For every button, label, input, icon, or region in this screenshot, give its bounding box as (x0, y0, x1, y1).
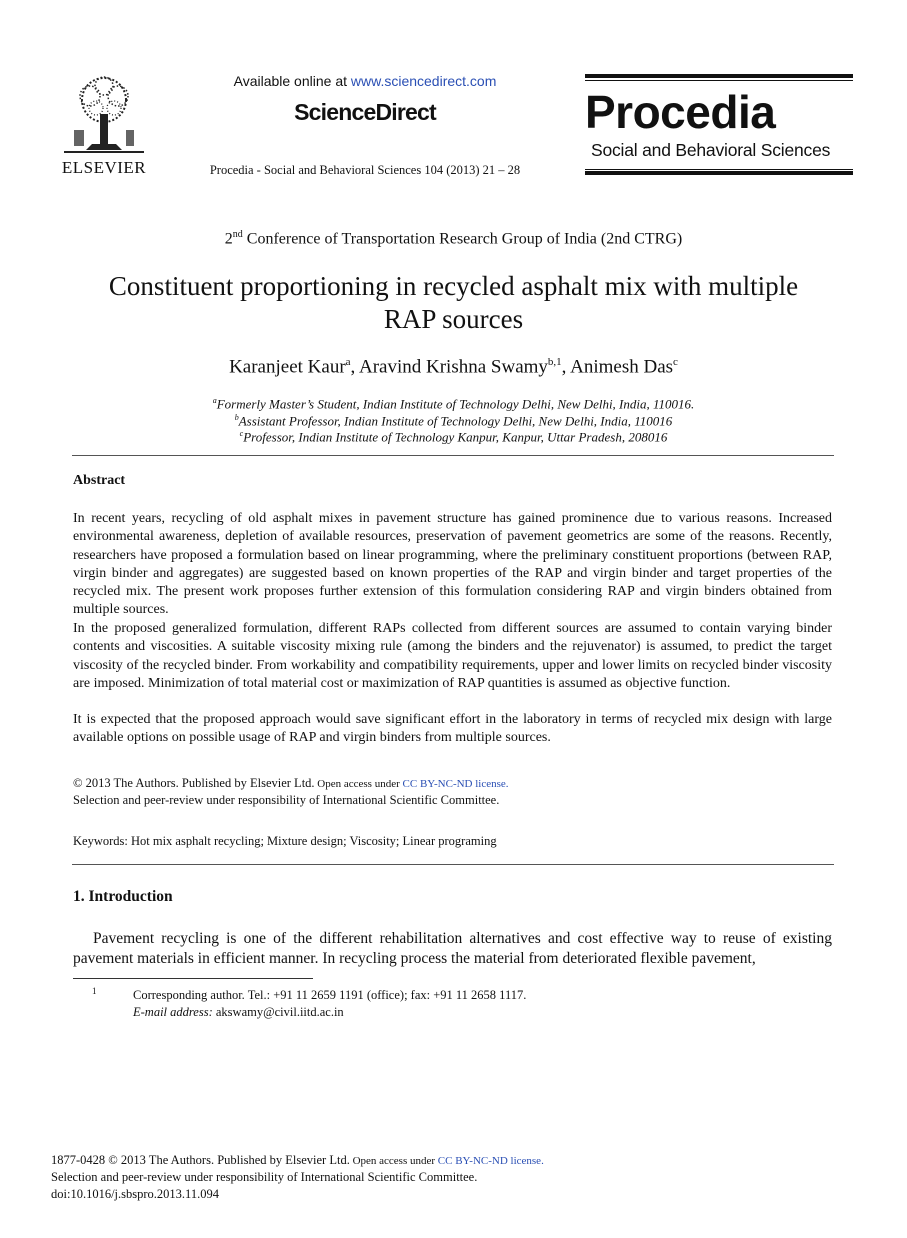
license-link[interactable]: CC BY-NC-ND license. (402, 778, 509, 790)
abstract-paragraph-3: It is expected that the proposed approach would save significant effort in the laboratory in terms of recycled mix design with large available options on possible usage of RAP and virgin binders from multiple sources. (73, 712, 832, 746)
abstract-paragraph-2: In the proposed generalized formulation, different RAPs collected from different sources are assumed to contain varying binder contents and viscosities. A suitable viscosity mixing rule (among the binders and the rejuvenator) is assumed, to predict the target viscosity of the recycled binder. From workability and compatibility requirements, upper and lower limits on recycled binder viscosity are imposed. Minimization of total material cost or maximization of RAP quantities is assumed as objective function. (73, 621, 832, 691)
footer-license-link[interactable]: CC BY-NC-ND license. (437, 1155, 544, 1167)
divider-top (72, 455, 834, 456)
author-name: Animesh Das (570, 356, 674, 378)
author-sup: c (673, 356, 678, 368)
conference-ordinal: 2 (224, 230, 233, 248)
peer-review-line: Selection and peer-review under responsibility of International Scientific Committee. (73, 793, 500, 807)
sciencedirect-link[interactable]: www.sciencedirect.com (350, 73, 497, 89)
paper-title (60, 270, 847, 336)
footer-doi[interactable]: doi:10.1016/j.sbspro.2013.11.094 (51, 1187, 219, 1201)
author-name: Karanjeet Kaur (229, 356, 346, 378)
email-address: akswamy@civil.iitd.ac.in (212, 1005, 344, 1019)
sciencedirect-logo: ScienceDirect (294, 99, 436, 125)
footer-peer-review: Selection and peer-review under responsibility of International Scientific Committee. (51, 1170, 478, 1184)
footer-copyright-text: 1877-0428 © 2013 The Authors. Published by Elsevier Ltd. (51, 1153, 350, 1167)
procedia-subtitle: Social and Behavioral Sciences (591, 140, 831, 160)
author-name: Aravind Krishna Swamy (359, 356, 548, 378)
intro-heading: 1. Introduction (73, 888, 173, 905)
conference-name: Conference of Transportation Research Group of India (2nd CTRG) (242, 230, 683, 248)
affiliation-text: Formerly Master’s Student, Indian Institute of Technology Delhi, New Delhi, India, 110016. (216, 396, 695, 412)
title-line-2: RAP sources (383, 304, 524, 334)
affiliation-c (60, 429, 847, 445)
title-line-1: Constituent proportioning in recycled asphalt mix with multiple (108, 271, 799, 301)
affiliation-b (60, 413, 847, 429)
procedia-rule-bottom (585, 171, 853, 175)
footnote-mark: 1 (92, 986, 97, 996)
affiliation-text: Assistant Professor, Indian Institute of Technology Delhi, New Delhi, India, 110016 (238, 413, 673, 429)
available-online (200, 73, 530, 89)
author-sup: a (345, 356, 351, 368)
procedia-title: Procedia (585, 86, 776, 138)
affiliation-sup: c (239, 429, 244, 438)
procedia-logo (585, 74, 853, 176)
affiliation-a (60, 396, 847, 412)
procedia-rule-top (585, 74, 853, 78)
intro-paragraph: Pavement recycling is one of the different rehabilitation alternatives and cost effective way to reuse of existing pavement materials in efficient manner. In recycling process the material from deteriorated flexible pavement, (73, 930, 832, 967)
conference-sup: nd (232, 229, 243, 240)
footer-open-access: Open access under (349, 1155, 438, 1167)
copyright-line (73, 776, 509, 791)
available-prefix: Available online at (233, 73, 351, 89)
divider-keywords (72, 864, 834, 865)
footnote-corresponding: Corresponding author. Tel.: +91 11 2659 1191 (office); fax: +91 11 2658 1117. (133, 988, 527, 1002)
elsevier-logo (56, 74, 152, 178)
copyright-text: © 2013 The Authors. Published by Elsevier Ltd. (73, 776, 315, 790)
open-access-text: Open access under (314, 778, 403, 790)
abstract-paragraph-1: In recent years, recycling of old asphalt mixes in pavement structure has gained prominence due to various reasons. Increased environmental awareness, depletion of available resources, preservation of pavement geometrics are some of the reasons. Recently, researchers have proposed a formulation based on linear programming, where the preliminary constituent proportions (between RAP, virgin binder and aggregates) are suggested based on known properties of the RAP and virgin binder and target properties of the recycled mix. The present work proposes further extension of this formulation considering RAP and virgin binders obtained from multiple sources. (73, 511, 832, 618)
affiliation-text: Professor, Indian Institute of Technology Kanpur, Kanpur, Uttar Pradesh, 208016 (243, 429, 668, 445)
email-label: E-mail address: (133, 1005, 213, 1019)
author-separator: , (561, 356, 571, 378)
elsevier-wordmark: ELSEVIER (61, 158, 147, 177)
journal-citation: Procedia - Social and Behavioral Sciences 104 (2013) 21 – 28 (209, 163, 521, 177)
elsevier-tree-icon (56, 74, 152, 156)
affiliation-sup: b (234, 413, 239, 422)
author-list (60, 356, 847, 378)
author-sup: b,1 (547, 356, 562, 368)
abstract-heading: Abstract (73, 473, 126, 488)
procedia-rule-top-thin (585, 80, 853, 81)
conference-line (60, 229, 847, 248)
affiliation-sup: a (212, 396, 217, 405)
footer-copyright (51, 1153, 544, 1168)
keywords: Keywords: Hot mix asphalt recycling; Mixture design; Viscosity; Linear programing (73, 834, 497, 848)
procedia-rule-bottom-thin (585, 169, 853, 170)
footnote-rule (73, 978, 313, 979)
author-separator: , (350, 356, 359, 378)
footnote-email (133, 1005, 344, 1020)
